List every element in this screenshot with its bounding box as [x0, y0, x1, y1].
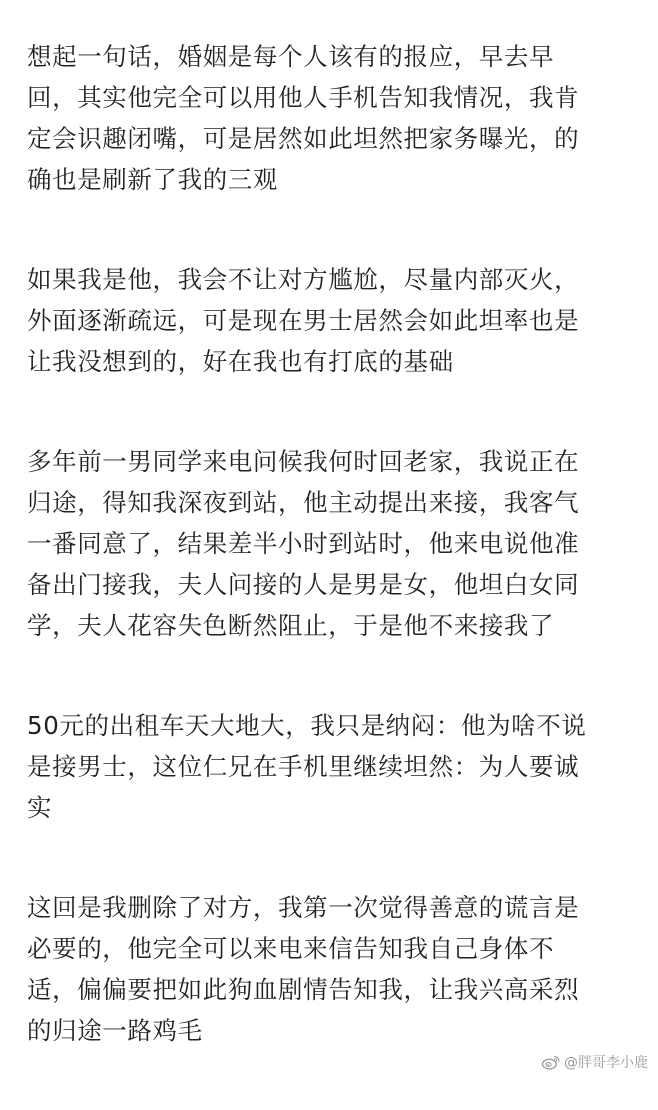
- text-line: 是接男士，这位仁兄在手机里继续坦然：为人要诚: [27, 752, 580, 781]
- text-line: 多年前一男同学来电问候我何时回老家，我说正在: [27, 447, 580, 476]
- paragraph-3: [27, 441, 637, 646]
- watermark: [541, 1052, 648, 1072]
- text-line: 学，夫人花容失色断然阻止，于是他不来接我了: [27, 611, 555, 640]
- weibo-icon: [541, 1053, 561, 1071]
- text-line: 必要的，他完全可以来电来信告知我自己身体不: [27, 934, 555, 963]
- text-line: 定会识趣闭嘴，可是居然如此坦然把家务曝光，的: [27, 124, 580, 153]
- text-line: 如果我是他，我会不让对方尴尬，尽量内部灭火，: [27, 265, 580, 294]
- watermark-text: @胖哥李小鹿: [564, 1055, 648, 1071]
- paragraph-5: [27, 887, 637, 1051]
- text-line: 归途，得知我深夜到站，他主动提出来接，我客气: [27, 488, 580, 517]
- text-line: 这回是我删除了对方，我第一次觉得善意的谎言是: [27, 893, 580, 922]
- text-line: 想起一句话，婚姻是每个人该有的报应，早去早: [27, 42, 555, 71]
- text-line: 回，其实他完全可以用他人手机告知我情况，我肯: [27, 83, 580, 112]
- text-line: 让我没想到的，好在我也有打底的基础: [27, 347, 454, 376]
- text-line: 的归途一路鸡毛: [27, 1016, 203, 1045]
- text-line: 50元的出租车天大地大，我只是纳闷：他为啥不说: [27, 711, 587, 740]
- paragraph-1: [27, 36, 637, 200]
- text-line: 适，偏偏要把如此狗血剧情告知我，让我兴高采烈: [27, 975, 580, 1004]
- text-line: 确也是刷新了我的三观: [27, 165, 278, 194]
- paragraph-2: [27, 259, 637, 382]
- text-line: 一番同意了，结果差半小时到站时，他来电说他准: [27, 529, 580, 558]
- text-line: 实: [27, 793, 53, 822]
- text-line: 外面逐渐疏远，可是现在男士居然会如此坦率也是: [27, 306, 580, 335]
- post-body: [27, 36, 637, 1110]
- paragraph-4: [27, 705, 637, 828]
- text-line: 备出门接我，夫人问接的人是男是女，他坦白女同: [27, 570, 580, 599]
